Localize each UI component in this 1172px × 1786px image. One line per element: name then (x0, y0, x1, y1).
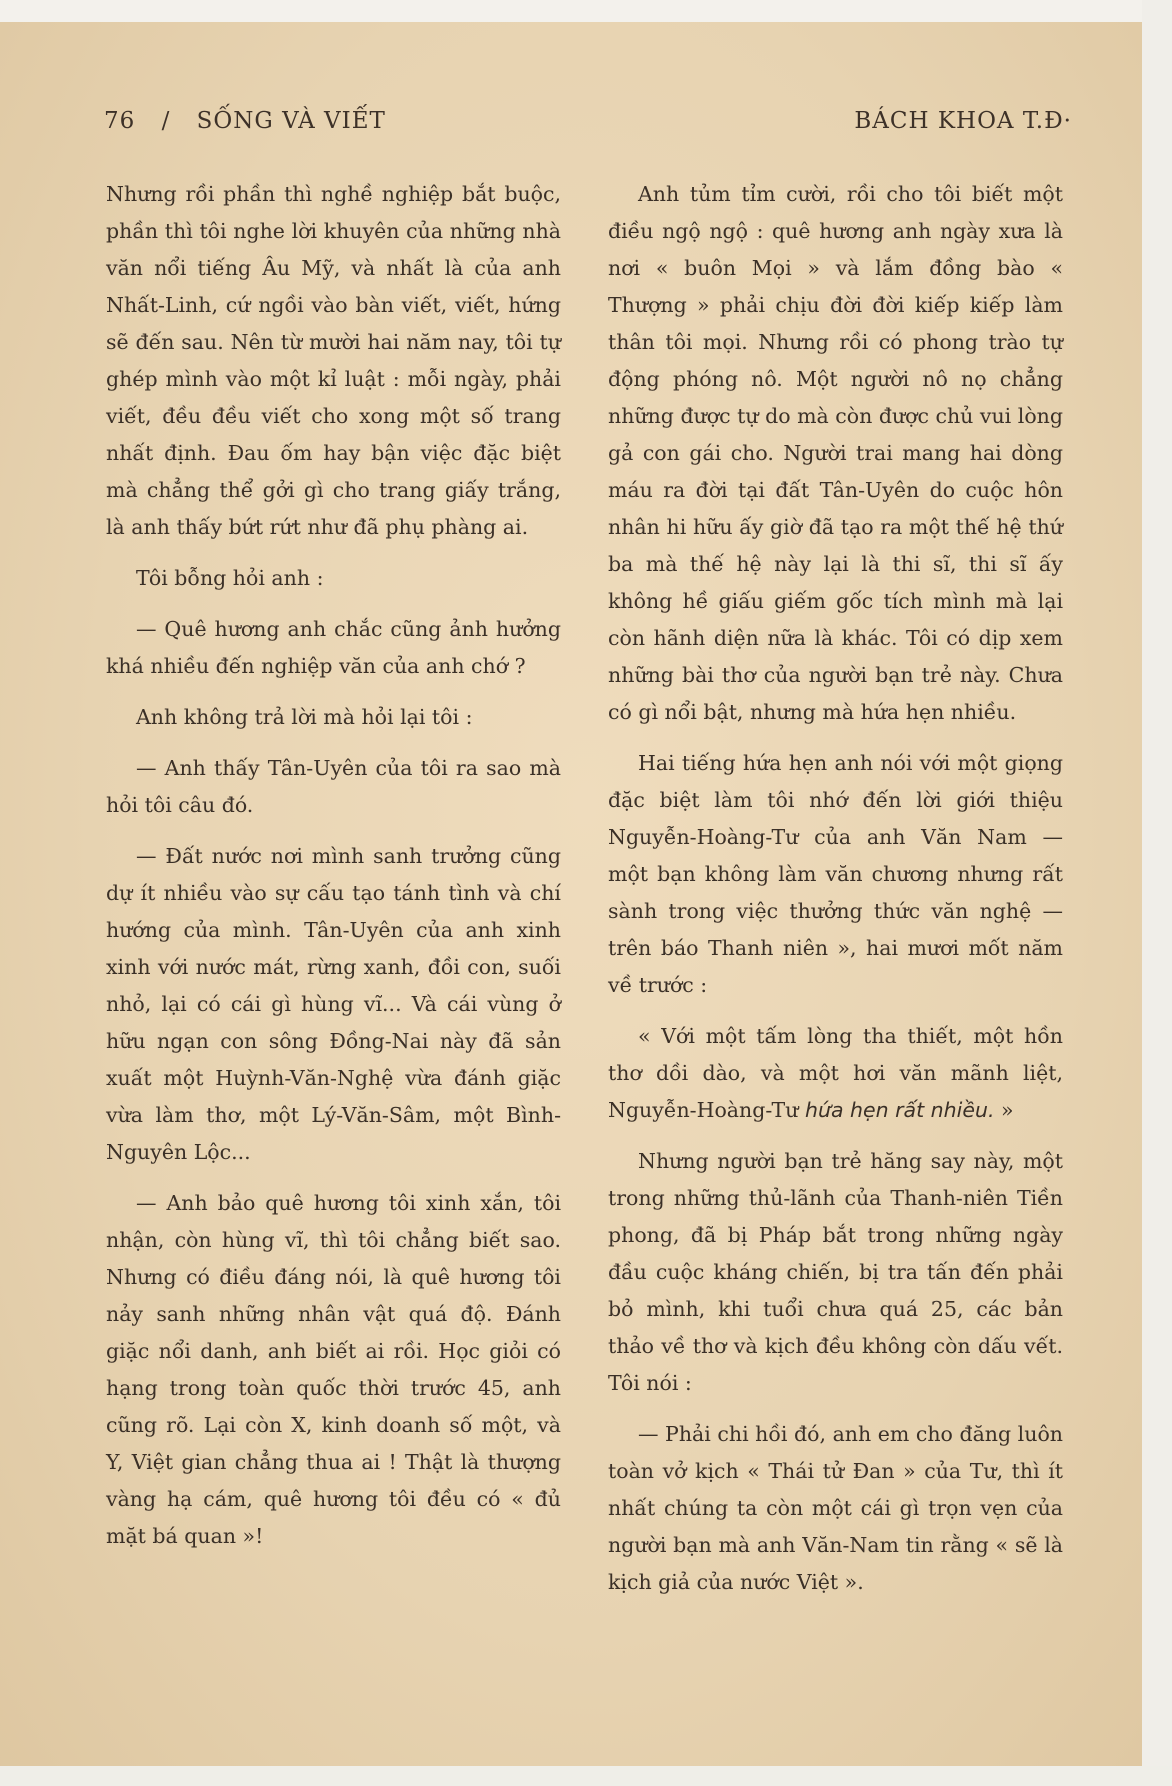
paragraph: Anh không trả lời mà hỏi lại tôi : (136, 705, 473, 729)
paragraph: Tôi bỗng hỏi anh : (136, 566, 324, 590)
quotation-emphasis: hứa hẹn rất nhiều. (804, 1098, 995, 1122)
left-column (106, 176, 561, 1569)
quotation-close: » (994, 1098, 1014, 1122)
scan-border-bottom (0, 1766, 1172, 1786)
magazine-title: BÁCH KHOA T.Đ· (854, 108, 1072, 134)
paragraph: Hai tiếng hứa hẹn anh nói với một giọng đặc biệt làm tôi nhớ đến lời giới thiệu Nguyễn-Hoàng-Tư của anh Văn Nam — một bạn không làm văn chương nhưng rất sành trong việc thưởng thức văn nghệ — trên báo Thanh niên », hai mươi mốt năm về trước : (608, 751, 1063, 997)
paragraph: Nhưng người bạn trẻ hăng say này, một trong những thủ-lãnh của Thanh-niên Tiền phong, đã bị Pháp bắt trong những ngày đầu cuộc kháng chiến, bị tra tấn đến phải bỏ mình, khi tuổi chưa quá 25, các bản thảo về thơ và kịch đều không còn dấu vết. Tôi nói : (608, 1149, 1063, 1395)
header-left (104, 108, 386, 134)
page-number: 76 (104, 108, 136, 134)
dialogue-line: — Anh thấy Tân-Uyên của tôi ra sao mà hỏi tôi câu đó. (106, 756, 561, 817)
dialogue-line: — Đất nước nơi mình sanh trưởng cũng dự ít nhiều vào sự cấu tạo tánh tình và chí hướng của mình. Tân-Uyên của anh xinh xinh với nước mát, rừng xanh, đồi con, suối nhỏ, lại có cái gì hùng vĩ... Và cái vùng ở hữu ngạn con sông Đồng-Nai này đã sản xuất một Huỳnh-Văn-Nghệ vừa đánh giặc vừa làm thơ, một Lý-Văn-Sâm, một Bình-Nguyên Lộc... (106, 844, 561, 1164)
dialogue-line: — Phải chi hồi đó, anh em cho đăng luôn toàn vở kịch « Thái tử Đan » của Tư, thì ít nhất chúng ta còn một cái gì trọn vẹn của người bạn mà anh Văn-Nam tin rằng « sẽ là kịch giả của nước Việt ». (608, 1422, 1063, 1594)
quotation (608, 1018, 1063, 1129)
right-column (608, 176, 1063, 1615)
section-title: SỐNG VÀ VIẾT (196, 108, 386, 134)
paragraph: Anh tủm tỉm cười, rồi cho tôi biết một điều ngộ ngộ : quê hương anh ngày xưa là nơi « buôn Mọi » và lắm đồng bào « Thượng » phải chịu đời đời kiếp kiếp làm thân tôi mọi. Nhưng rồi có phong trào tự động phóng nô. Một người nô nọ chẳng những được tự do mà còn được chủ vui lòng gả con gái cho. Người trai mang hai dòng máu ra đời tại đất Tân-Uyên do cuộc hôn nhân hi hữu ấy giờ đã tạo ra một thế hệ thứ ba mà thế hệ này lại là thi sĩ, thi sĩ ấy không hề giấu giếm gốc tích mình mà lại còn hãnh diện nữa là khác. Tôi có dịp xem những bài thơ của người bạn trẻ này. Chưa có gì nổi bật, nhưng mà hứa hẹn nhiều. (608, 182, 1063, 724)
dialogue-line: — Quê hương anh chắc cũng ảnh hưởng khá nhiều đến nghiệp văn của anh chớ ? (106, 617, 561, 678)
quotation-text: « Với một tấm lòng tha thiết, một hồn thơ dồi dào, và một hơi văn mãnh liệt, Nguyễn-Hoàng-Tư (608, 1024, 1063, 1122)
dialogue-line: — Anh bảo quê hương tôi xinh xắn, tôi nhận, còn hùng vĩ, thì tôi chẳng biết sao. Nhưng có điều đáng nói, là quê hương tôi nảy sanh những nhân vật quá độ. Đánh giặc nổi danh, anh biết ai rồi. Học giỏi có hạng trong toàn quốc thời trước 45, anh cũng rõ. Lại còn X, kinh doanh số một, và Y, Việt gian chẳng thua ai ! Thật là thượng vàng hạ cám, quê hương tôi đều có « đủ mặt bá quan »! (106, 1191, 561, 1548)
running-header (104, 108, 1072, 148)
scan-border-top (0, 0, 1172, 22)
scan-border-right (1142, 0, 1172, 1786)
header-separator: / (161, 108, 171, 134)
paragraph: Nhưng rồi phần thì nghề nghiệp bắt buộc, phần thì tôi nghe lời khuyên của những nhà văn nổi tiếng Âu Mỹ, và nhất là của anh Nhất-Linh, cứ ngồi vào bàn viết, viết, hứng sẽ đến sau. Nên từ mười hai năm nay, tôi tự ghép mình vào một kỉ luật : mỗi ngày, phải viết, đều đều viết cho xong một số trang nhất định. Đau ốm hay bận việc đặc biệt mà chẳng thể gởi gì cho trang giấy trắng, là anh thấy bứt rứt như đã phụ phàng ai. (106, 182, 561, 539)
